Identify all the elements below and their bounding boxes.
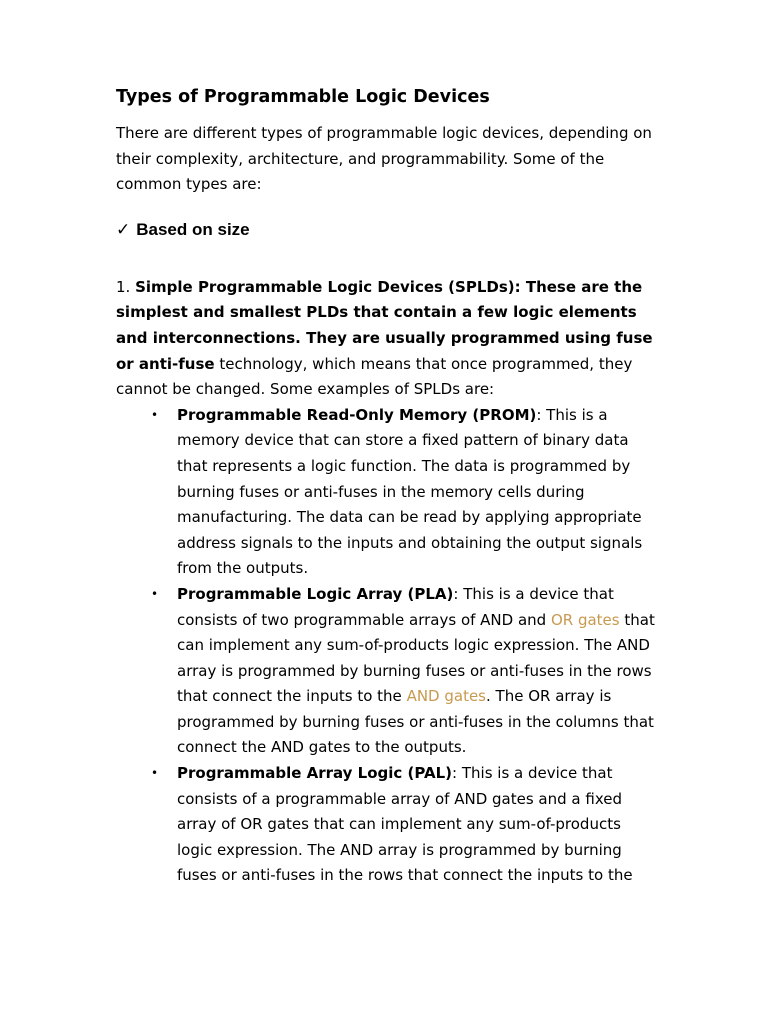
intro-paragraph: There are different types of programmable logic devices, depending on their complexity, architecture, and programmability. Some of the common types are: bbox=[116, 124, 652, 194]
spld-rest-text: technology, which means that once programmed, they cannot be changed. Some examples of SPLDs are: bbox=[116, 354, 633, 399]
prom-term: Programmable Read-Only Memory (PROM) bbox=[177, 405, 537, 424]
pla-description-part-3: . The OR array is programmed by burning fuses or anti-fuses in the columns that connect the AND gates to the outputs. bbox=[177, 687, 654, 757]
list-item-pal bbox=[151, 761, 656, 889]
item-number: 1. bbox=[116, 277, 136, 296]
pla-description-part-1: : This is a device that consists of two programmable arrays of AND and bbox=[177, 584, 614, 629]
pal-term: Programmable Array Logic (PAL) bbox=[177, 764, 453, 783]
section-heading bbox=[116, 218, 656, 242]
checkmark-icon: ✓ bbox=[116, 219, 131, 240]
or-gates-link[interactable]: OR gates bbox=[550, 610, 620, 629]
list-item-pla bbox=[151, 582, 656, 761]
spld-bold-text: Simple Programmable Logic Devices (SPLDs): These are the simplest and smallest PLDs that contain a few logic elements and interconnections. They are usually programmed using fuse or anti-fuse bbox=[116, 277, 653, 373]
spld-paragraph bbox=[116, 275, 656, 403]
spld-examples-list bbox=[116, 403, 656, 889]
pal-description: : This is a device that consists of a programmable array of AND gates and a fixed array of OR gates that can implement any sum-of-products logic expression. The AND array is programmed by burning fuses or anti-fuses in the rows that connect the inputs to the bbox=[177, 764, 633, 885]
page-title: Types of Programmable Logic Devices bbox=[116, 87, 490, 107]
pla-term: Programmable Logic Array (PLA) bbox=[177, 584, 454, 603]
list-item-prom bbox=[151, 403, 656, 582]
document-page bbox=[116, 84, 656, 889]
bullet-icon: • bbox=[151, 407, 159, 422]
pla-description-part-2: that can implement any sum-of-products logic expression. The AND array is programmed by burning fuses or anti-fuses in the rows that connect the inputs to the bbox=[177, 610, 655, 706]
bullet-icon: • bbox=[151, 766, 159, 781]
prom-description: : This is a memory device that can store a fixed pattern of binary data that represents a logic function. The data is programmed by burning fuses or anti-fuses in the memory cells during manufacturing. The data can be read by applying appropriate address signals to the inputs and obtaining the output signals from the outputs. bbox=[177, 405, 643, 578]
section-heading-label: Based on size bbox=[136, 219, 250, 239]
and-gates-link[interactable]: AND gates bbox=[406, 687, 487, 706]
bullet-icon: • bbox=[151, 586, 159, 601]
